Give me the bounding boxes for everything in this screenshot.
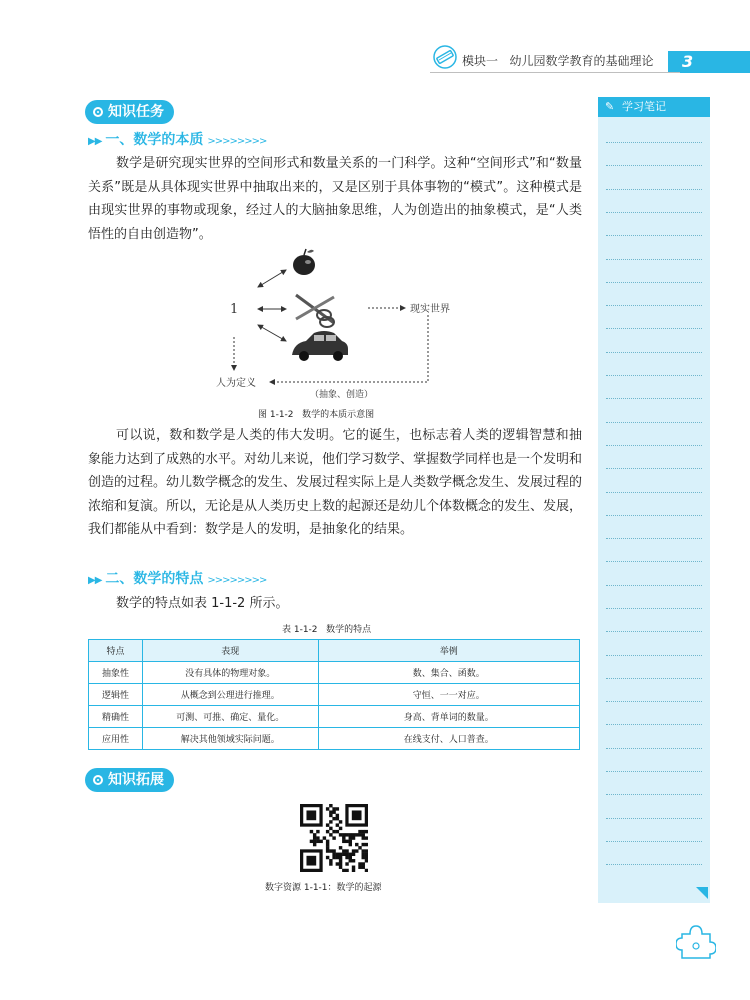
knowledge-task-text: 知识任务 bbox=[108, 104, 164, 120]
note-line bbox=[606, 328, 702, 329]
qr-module bbox=[339, 827, 342, 830]
qr-finder bbox=[300, 849, 323, 872]
qr-module bbox=[365, 849, 368, 852]
qr-module bbox=[332, 836, 335, 839]
notes-sidebar-header bbox=[598, 97, 710, 117]
qr-module bbox=[358, 833, 361, 836]
qr-module bbox=[336, 862, 339, 865]
qr-module bbox=[336, 830, 339, 833]
qr-module bbox=[355, 849, 358, 852]
qr-module bbox=[313, 840, 316, 843]
qr-module bbox=[352, 869, 355, 872]
table-cell: 应用性 bbox=[89, 728, 143, 750]
qr-module bbox=[326, 830, 329, 833]
qr-module bbox=[316, 830, 319, 833]
table-row bbox=[89, 684, 580, 706]
qr-module bbox=[326, 856, 329, 859]
double-arrow-icon: ▶▶ bbox=[88, 575, 102, 586]
table-cell: 可测、可推、确定、量化。 bbox=[142, 706, 318, 728]
qr-module bbox=[329, 827, 332, 830]
table-header-cell: 举例 bbox=[318, 640, 579, 662]
note-line bbox=[606, 492, 702, 493]
arrow-apple bbox=[258, 270, 286, 287]
table-cell: 逻辑性 bbox=[89, 684, 143, 706]
scissors-icon bbox=[296, 295, 334, 327]
table-row bbox=[89, 662, 580, 684]
paragraph-3: 数学的特点如表 1-1-2 所示。 bbox=[116, 596, 289, 611]
qr-module bbox=[332, 810, 335, 813]
note-line bbox=[606, 422, 702, 423]
qr-module bbox=[332, 817, 335, 820]
note-line bbox=[606, 818, 702, 819]
table-cell: 解决其他领域实际问题。 bbox=[142, 728, 318, 750]
table-cell: 数、集合、函数。 bbox=[318, 662, 579, 684]
qr-module bbox=[349, 843, 352, 846]
table-cell: 守恒、一一对应。 bbox=[318, 684, 579, 706]
table-cell: 抽象性 bbox=[89, 662, 143, 684]
note-line bbox=[606, 585, 702, 586]
table-cell: 在线支付、人口普查。 bbox=[318, 728, 579, 750]
qr-module bbox=[336, 856, 339, 859]
qr-module bbox=[349, 859, 352, 862]
qr-module bbox=[313, 836, 316, 839]
note-line bbox=[606, 189, 702, 190]
qr-code[interactable] bbox=[300, 804, 368, 872]
math-essence-diagram bbox=[200, 245, 470, 410]
qr-module bbox=[336, 817, 339, 820]
qr-module bbox=[329, 849, 332, 852]
qr-module bbox=[365, 869, 368, 872]
table-cell: 没有具体的物理对象。 bbox=[142, 662, 318, 684]
qr-module bbox=[342, 853, 345, 856]
table-header-row bbox=[89, 640, 580, 662]
bullet-icon bbox=[93, 775, 103, 785]
digital-resource-label: 数字资源 1-1-1：数学的起源 bbox=[265, 883, 382, 893]
qr-module bbox=[336, 823, 339, 826]
note-line bbox=[606, 212, 702, 213]
bullet-icon bbox=[93, 107, 103, 117]
note-line bbox=[606, 259, 702, 260]
notes-title: 学习笔记 bbox=[622, 100, 666, 113]
note-line bbox=[606, 538, 702, 539]
figure-caption-number: 图 1-1-2 bbox=[258, 410, 294, 420]
table-cell: 身高、背单词的数量。 bbox=[318, 706, 579, 728]
section-heading-2 bbox=[88, 568, 266, 588]
note-line bbox=[606, 282, 702, 283]
qr-module bbox=[313, 843, 316, 846]
qr-module bbox=[362, 862, 365, 865]
qr-module bbox=[349, 836, 352, 839]
note-line bbox=[606, 445, 702, 446]
pencil-logo-icon bbox=[432, 44, 458, 70]
features-table bbox=[88, 639, 580, 750]
qr-module bbox=[326, 849, 329, 852]
table-caption-number: 表 1-1-2 bbox=[282, 625, 318, 635]
note-line bbox=[606, 375, 702, 376]
qr-module bbox=[362, 843, 365, 846]
numeral-one: 1 bbox=[230, 302, 239, 317]
qr-module bbox=[339, 833, 342, 836]
qr-module bbox=[362, 866, 365, 869]
qr-module bbox=[332, 856, 335, 859]
double-arrow-icon: ▶▶ bbox=[88, 136, 102, 147]
qr-module bbox=[342, 836, 345, 839]
qr-module bbox=[345, 840, 348, 843]
qr-module bbox=[358, 866, 361, 869]
note-line bbox=[606, 701, 702, 702]
car-icon bbox=[292, 331, 348, 361]
note-line bbox=[606, 655, 702, 656]
qr-module bbox=[342, 849, 345, 852]
feedback-arrow bbox=[270, 315, 428, 382]
figure-caption-text: 数学的本质示意图 bbox=[302, 410, 375, 420]
qr-module bbox=[362, 836, 365, 839]
running-header bbox=[462, 52, 653, 69]
qr-module bbox=[323, 836, 326, 839]
section-1-title: 一、数学的本质 bbox=[105, 132, 204, 148]
qr-module bbox=[358, 862, 361, 865]
note-line bbox=[606, 398, 702, 399]
table-header-cell: 表现 bbox=[142, 640, 318, 662]
qr-module bbox=[345, 856, 348, 859]
section-heading-1 bbox=[88, 129, 266, 149]
note-line bbox=[606, 165, 702, 166]
qr-module bbox=[336, 814, 339, 817]
page-number: 3 bbox=[668, 51, 750, 73]
qr-module bbox=[355, 843, 358, 846]
figure-caption bbox=[258, 407, 374, 420]
module-title: 幼儿园数学教育的基础理论 bbox=[509, 54, 654, 68]
qr-module bbox=[349, 833, 352, 836]
qr-module bbox=[365, 856, 368, 859]
qr-module bbox=[355, 833, 358, 836]
qr-module bbox=[313, 833, 316, 836]
qr-module bbox=[329, 810, 332, 813]
qr-module bbox=[349, 853, 352, 856]
qr-module bbox=[326, 807, 329, 810]
real-world-label: 现实世界 bbox=[410, 304, 450, 315]
qr-module bbox=[316, 836, 319, 839]
qr-module bbox=[336, 807, 339, 810]
qr-module bbox=[352, 849, 355, 852]
qr-module bbox=[345, 833, 348, 836]
qr-module bbox=[339, 866, 342, 869]
table-header-cell: 特点 bbox=[89, 640, 143, 662]
qr-module bbox=[319, 840, 322, 843]
qr-module bbox=[339, 853, 342, 856]
knowledge-task-label bbox=[85, 100, 174, 124]
human-definition-label: 人为定义 bbox=[216, 378, 256, 389]
table-caption-text: 数学的特点 bbox=[326, 625, 372, 635]
table-cell: 从概念到公理进行推理。 bbox=[142, 684, 318, 706]
note-line bbox=[606, 515, 702, 516]
notes-sidebar bbox=[598, 97, 710, 903]
qr-finder bbox=[300, 804, 323, 827]
qr-module bbox=[352, 836, 355, 839]
process-label: （抽象、创造） bbox=[310, 390, 374, 400]
qr-module bbox=[329, 833, 332, 836]
note-line bbox=[606, 794, 702, 795]
note-line bbox=[606, 561, 702, 562]
qr-module bbox=[358, 846, 361, 849]
note-line bbox=[606, 352, 702, 353]
note-line bbox=[606, 748, 702, 749]
qr-module bbox=[339, 846, 342, 849]
qr-module bbox=[339, 862, 342, 865]
qr-module bbox=[342, 840, 345, 843]
note-line bbox=[606, 631, 702, 632]
qr-module bbox=[332, 849, 335, 852]
qr-module bbox=[339, 856, 342, 859]
note-line bbox=[606, 841, 702, 842]
qr-module bbox=[332, 853, 335, 856]
qr-module bbox=[345, 869, 348, 872]
pencil-icon: ✎ bbox=[605, 100, 615, 113]
qr-module bbox=[332, 807, 335, 810]
qr-module bbox=[349, 856, 352, 859]
qr-module bbox=[336, 853, 339, 856]
qr-module bbox=[362, 849, 365, 852]
qr-module bbox=[358, 830, 361, 833]
qr-module bbox=[352, 859, 355, 862]
note-line bbox=[606, 142, 702, 143]
qr-module bbox=[362, 830, 365, 833]
qr-module bbox=[329, 862, 332, 865]
qr-module bbox=[345, 853, 348, 856]
qr-module bbox=[332, 830, 335, 833]
qr-module bbox=[326, 846, 329, 849]
qr-module bbox=[352, 853, 355, 856]
qr-finder bbox=[345, 804, 368, 827]
table-caption bbox=[282, 622, 371, 635]
qr-module bbox=[352, 866, 355, 869]
qr-module bbox=[342, 869, 345, 872]
qr-module bbox=[349, 840, 352, 843]
note-line bbox=[606, 678, 702, 679]
qr-module bbox=[339, 859, 342, 862]
qr-module bbox=[310, 840, 313, 843]
section-2-title: 二、数学的特点 bbox=[105, 571, 204, 587]
corner-triangle bbox=[696, 887, 708, 899]
qr-module bbox=[339, 820, 342, 823]
qr-module bbox=[362, 833, 365, 836]
qr-module bbox=[329, 859, 332, 862]
qr-module bbox=[345, 849, 348, 852]
qr-module bbox=[329, 820, 332, 823]
qr-module bbox=[342, 833, 345, 836]
note-line bbox=[606, 235, 702, 236]
qr-module bbox=[316, 840, 319, 843]
qr-module bbox=[365, 853, 368, 856]
note-line bbox=[606, 468, 702, 469]
qr-module bbox=[365, 843, 368, 846]
apple-icon bbox=[293, 249, 315, 275]
qr-module bbox=[365, 836, 368, 839]
arrow-car bbox=[258, 325, 286, 341]
qr-module bbox=[310, 830, 313, 833]
qr-module bbox=[362, 856, 365, 859]
note-line bbox=[606, 864, 702, 865]
table-cell: 精确性 bbox=[89, 706, 143, 728]
table-row bbox=[89, 728, 580, 750]
header-rule bbox=[430, 72, 680, 73]
qr-module bbox=[326, 840, 329, 843]
qr-module bbox=[326, 843, 329, 846]
qr-module bbox=[365, 830, 368, 833]
chevrons-icon: >>>>>>>> bbox=[207, 575, 267, 586]
puzzle-logo-icon bbox=[676, 920, 716, 960]
knowledge-extension-text: 知识拓展 bbox=[108, 772, 164, 788]
qr-module bbox=[329, 804, 332, 807]
qr-module bbox=[365, 859, 368, 862]
table-row bbox=[89, 706, 580, 728]
chevrons-icon: >>>>>>>> bbox=[207, 136, 267, 147]
module-label: 模块一 bbox=[462, 54, 499, 68]
note-line bbox=[606, 305, 702, 306]
qr-module bbox=[326, 823, 329, 826]
qr-module bbox=[345, 862, 348, 865]
qr-module bbox=[329, 814, 332, 817]
note-line bbox=[606, 771, 702, 772]
note-line bbox=[606, 608, 702, 609]
paragraph-2: 可以说，数和数学是人类的伟大发明。它的诞生，也标志着人类的逻辑智慧和抽象能力达到了成熟的水平。对幼儿来说，他们学习数学、掌握数学同样也是一个发明和创造的过程。幼儿数学概念的发生、发展过程实际上是人类数学概念发生、发展过程的浓缩和复演。所以，无论是从人类历史上数的起源还是幼儿个体数概念的发生、发展，我们都能从中看到：数学是人的发明，是抽象化的结果。 bbox=[88, 428, 583, 537]
qr-module bbox=[352, 833, 355, 836]
note-line bbox=[606, 724, 702, 725]
qr-module bbox=[362, 853, 365, 856]
paragraph-1: 数学是研究现实世界的空间形式和数量关系的一门科学。这种“空间形式”和“数量关系”既是从具体现实世界中抽取出来的，又是区别于具体事物的“模式”。这种模式是由现实世界的事物或现象，经过人的大脑抽象思维，人为创造出的抽象模式，是“人类悟性的自由创造物”。 bbox=[88, 156, 582, 242]
knowledge-extension-label bbox=[85, 768, 174, 792]
